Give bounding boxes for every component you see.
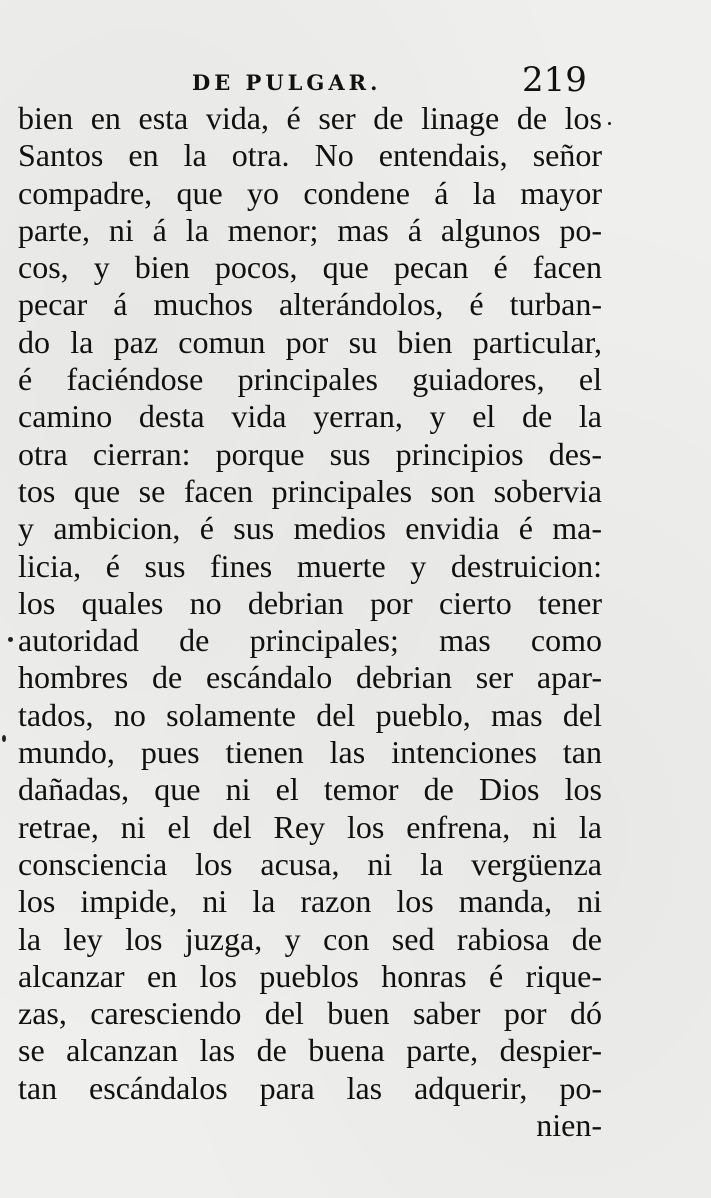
text-line: pecar á muchos alterándolos, é turban- <box>18 286 602 323</box>
text-line: tos que se facen principales son sobervia <box>18 472 602 509</box>
text-line: y ambicion, é sus medios envidia é ma- <box>18 510 602 547</box>
text-line: licia, é sus fines muerte y destruicion: <box>18 547 602 584</box>
text-line: camino desta vida yerran, y el de la <box>18 398 602 435</box>
ink-speck <box>608 122 611 125</box>
text-line: dañadas, que ni el temor de Dios los <box>18 771 602 808</box>
text-line: se alcanzan las de buena parte, despier- <box>18 1032 602 1069</box>
text-line: los impide, ni la razon los manda, ni <box>18 883 602 920</box>
text-line: autoridad de principales; mas como <box>18 622 602 659</box>
text-line: tan escándalos para las adquerir, po- <box>18 1069 602 1106</box>
text-line: bien en esta vida, é ser de linage de los <box>18 100 602 136</box>
text-line: otra cierran: porque sus principios des- <box>18 435 602 472</box>
running-title: DE PULGAR. <box>192 70 382 95</box>
text-line: tados, no solamente del pueblo, mas del <box>18 696 602 733</box>
text-line: la ley los juzga, y con sed rabiosa de <box>18 920 602 957</box>
text-line: cos, y bien pocos, que pecan é facen <box>18 249 602 286</box>
text-line: é faciéndose principales guiadores, el <box>18 361 602 398</box>
catchword: nien- <box>536 1107 602 1144</box>
body-text <box>18 100 602 1144</box>
page-number: 219 <box>522 60 587 100</box>
text-line: mundo, pues tienen las intenciones tan <box>18 734 602 771</box>
text-line: compadre, que yo condene á la mayor <box>18 174 602 211</box>
ink-speck <box>2 735 6 742</box>
text-line: Santos en la otra. No entendais, señor <box>18 137 602 174</box>
text-line: parte, ni á la menor; mas á algunos po- <box>18 211 602 248</box>
text-line: los quales no debrian por cierto tener <box>18 584 602 621</box>
text-line: zas, caresciendo del buen saber por dó <box>18 995 602 1032</box>
text-line: consciencia los acusa, ni la vergüenza <box>18 845 602 882</box>
ink-speck <box>8 637 13 642</box>
page-header <box>0 60 711 100</box>
text-line: alcanzar en los pueblos honras é rique- <box>18 957 602 994</box>
text-line: hombres de escándalo debrian ser apar- <box>18 659 602 696</box>
text-line: retrae, ni el del Rey los enfrena, ni la <box>18 808 602 845</box>
text-line: do la paz comun por su bien particular, <box>18 323 602 360</box>
